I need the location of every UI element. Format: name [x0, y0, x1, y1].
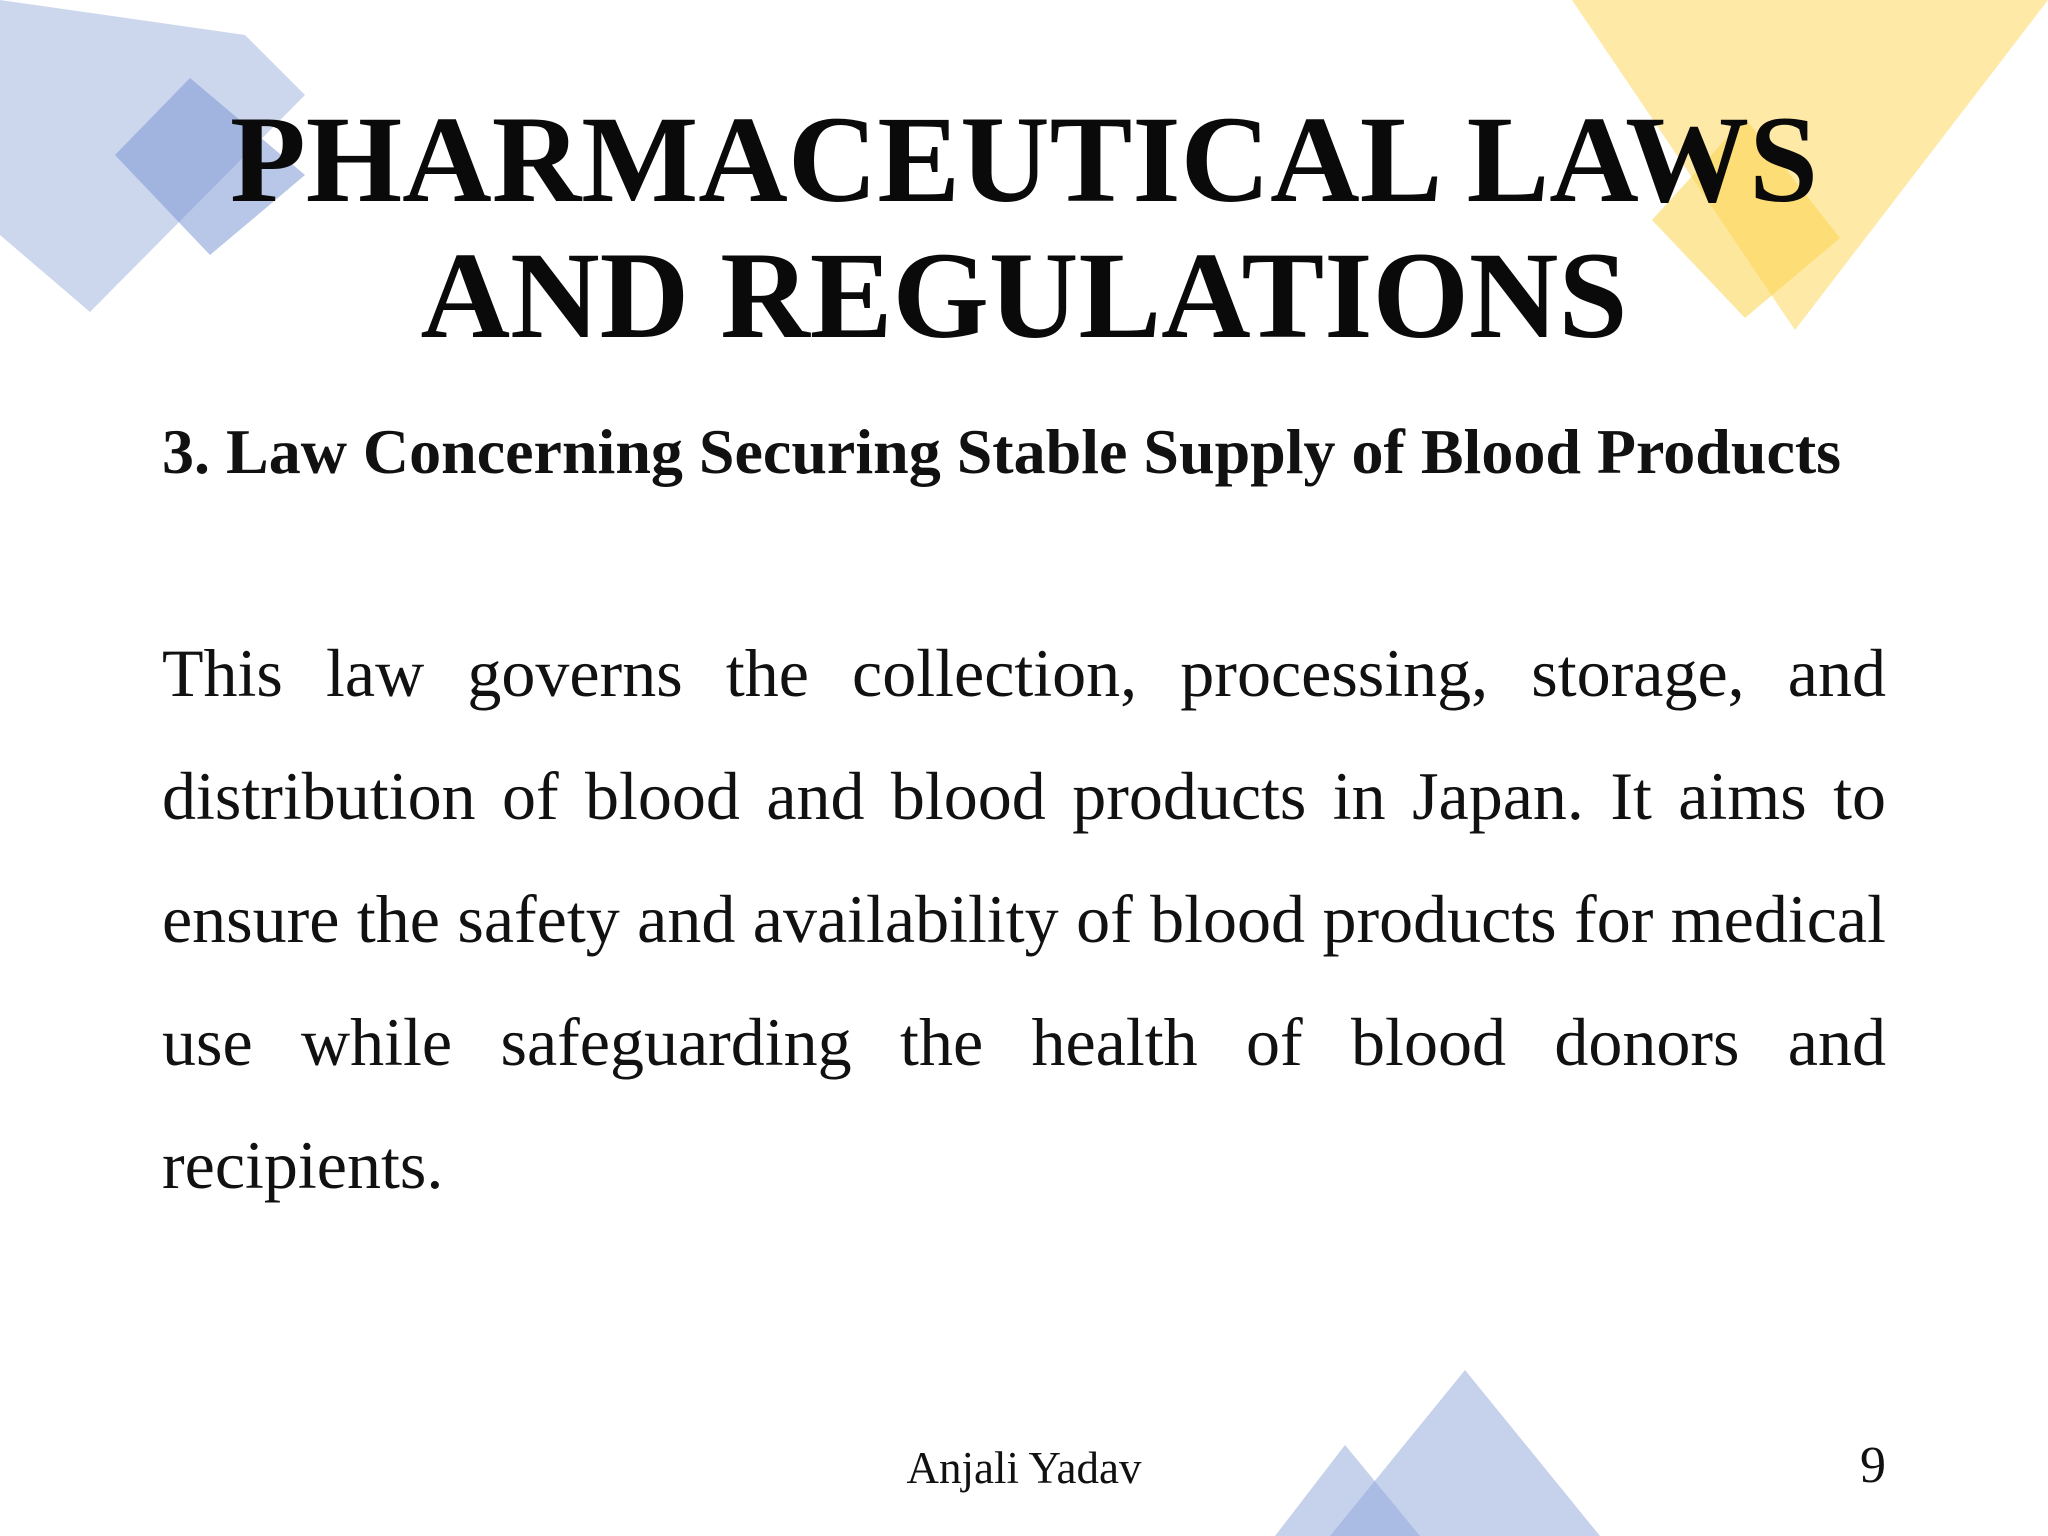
slide-title-line-2: AND REGULATIONS — [420, 227, 1628, 364]
slide-title-line-1: PHARMACEUTICAL LAWS — [229, 91, 1819, 228]
body-paragraph: This law governs the collection, processing, storage, and distribution of blood and blood products in Japan. It aims to ensure the safety and availability of blood products for medical use while safeguarding the health of blood donors and recipients. — [162, 635, 1886, 1203]
slide-title — [200, 92, 1848, 364]
footer-author: Anjali Yadav — [906, 1443, 1142, 1493]
page-number: 9 — [1860, 1437, 1886, 1494]
section-heading: 3. Law Concerning Securing Stable Supply of Blood Products — [162, 416, 1842, 487]
